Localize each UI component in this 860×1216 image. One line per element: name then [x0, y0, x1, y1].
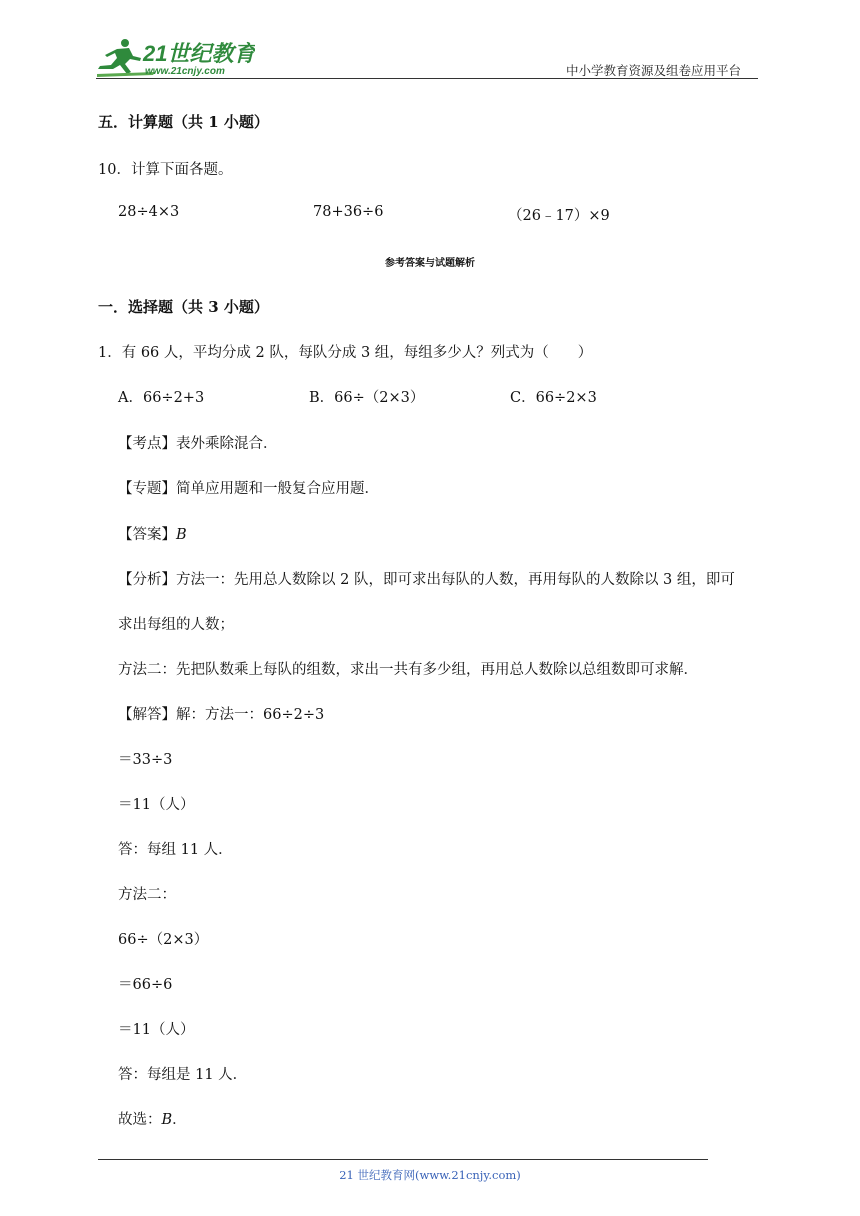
choose-label: 故选： — [118, 1112, 162, 1128]
logo-url: www.21cnjy.com — [145, 66, 225, 77]
answer-label: 【答案】 — [118, 527, 176, 543]
expression-2: 78+36÷6 — [313, 204, 384, 220]
step-4: 方法二： — [118, 887, 176, 903]
question-1: 1．有 66 人，平均分成 2 队，每队分成 3 组，每组多少人？列式为（ ） — [98, 345, 593, 361]
site-logo — [95, 36, 255, 80]
choose-end: ． — [172, 1112, 187, 1128]
kaodian: 【考点】表外乘除混合． — [118, 436, 278, 452]
expression-1: 28÷4×3 — [118, 204, 180, 220]
footer-divider — [98, 1159, 708, 1160]
fenxi-line-3: 方法二：先把队数乘上每队的组数，求出一共有多少组，再用总人数除以总组数即可求解． — [118, 662, 698, 678]
answers-title: 参考答案与试题解析 — [385, 258, 475, 269]
jieda: 【解答】解：方法一：66÷2÷3 — [118, 707, 325, 723]
choose — [118, 1108, 187, 1129]
question-10: 10．计算下面各题。 — [98, 162, 233, 178]
step-7: ＝11（人） — [118, 1022, 195, 1038]
step-2: ＝11（人） — [118, 797, 195, 813]
step-5: 66÷（2×3） — [118, 932, 209, 948]
step-8: 答：每组是 11 人． — [118, 1067, 248, 1083]
section5-title: 五．计算题（共 1 小题） — [98, 113, 269, 131]
header-divider — [96, 78, 758, 79]
platform-name: 中小学教育资源及组卷应用平台 — [566, 63, 742, 78]
footer-link[interactable]: 21 世纪教育网(www.21cnjy.com) — [339, 1168, 521, 1182]
expression-3: （26﹣17）×9 — [508, 208, 610, 224]
choose-value: B — [161, 1112, 173, 1128]
step-6: ＝66÷6 — [118, 977, 173, 993]
step-3: 答：每组 11 人． — [118, 842, 233, 858]
logo-brand: 21世纪教育 — [143, 41, 255, 66]
step-1: ＝33÷3 — [118, 752, 173, 768]
zhuanti: 【专题】简单应用题和一般复合应用题． — [118, 481, 379, 497]
option-b: B．66÷（2×3） — [309, 390, 425, 406]
fenxi-line-1: 【分析】方法一：先用总人数除以 2 队，即可求出每队的人数，再用每队的人数除以 3 组，即可 — [118, 572, 735, 588]
section1-title: 一．选择题（共 3 小题） — [98, 298, 269, 316]
option-c: C．66÷2×3 — [510, 390, 597, 406]
fenxi-line-2: 求出每组的人数； — [118, 617, 234, 633]
answer-value: B — [176, 527, 187, 543]
answer — [118, 523, 187, 544]
option-a: A．66÷2+3 — [118, 390, 205, 406]
